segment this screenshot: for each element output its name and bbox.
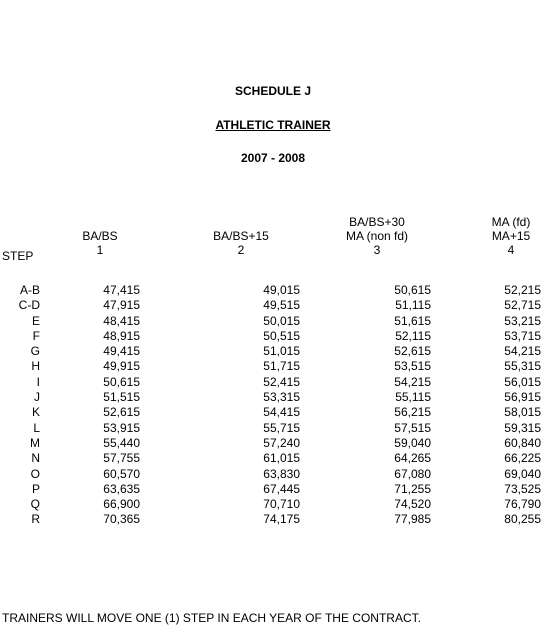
step-cell: I (36, 374, 40, 389)
table-row (0, 467, 546, 482)
table-row (0, 314, 546, 329)
column-1-header (60, 215, 140, 257)
salary-cell: 55,715 (263, 420, 300, 435)
table-row (0, 298, 546, 313)
salary-cell: 51,715 (263, 359, 300, 374)
salary-cell: 70,365 (103, 512, 140, 527)
column-4-header-line1: MA (fd) (491, 215, 531, 229)
salary-cell: 73,525 (504, 481, 541, 496)
table-row (0, 359, 546, 374)
salary-cell: 54,415 (263, 405, 300, 420)
salary-cell: 54,215 (394, 374, 431, 389)
table-row (0, 375, 546, 390)
step-cell: Q (30, 497, 40, 512)
salary-cell: 76,790 (504, 497, 541, 512)
column-3-header-line1: BA/BS+30 (349, 215, 405, 229)
schedule-heading: SCHEDULE J (234, 84, 311, 98)
step-cell: C-D (18, 298, 40, 313)
school-year: 2007 - 2008 (240, 151, 306, 165)
step-cell: R (31, 512, 40, 527)
table-row (0, 421, 546, 436)
salary-cell: 56,215 (394, 405, 431, 420)
step-cell: H (31, 359, 40, 374)
column-2-header-number: 2 (237, 243, 245, 257)
column-1-header-line2: BA/BS (82, 229, 118, 243)
salary-cell: 47,915 (103, 298, 140, 313)
salary-cell: 57,240 (263, 435, 300, 450)
step-cell: E (31, 313, 40, 328)
column-2-header-line2: BA/BS+15 (213, 229, 269, 243)
step-cell: K (31, 405, 40, 420)
table-row (0, 482, 546, 497)
column-3-header-number: 3 (373, 243, 381, 257)
salary-cell: 53,915 (103, 420, 140, 435)
table-row (0, 405, 546, 420)
step-cell: O (30, 466, 40, 481)
salary-cell: 64,265 (394, 451, 431, 466)
salary-cell: 49,915 (103, 359, 140, 374)
salary-cell: 50,615 (103, 374, 140, 389)
salary-cell: 80,255 (504, 512, 541, 527)
salary-cell: 67,080 (394, 466, 431, 481)
salary-cell: 49,515 (263, 298, 300, 313)
column-2-header (196, 215, 286, 257)
table-row (0, 329, 546, 344)
salary-cell: 71,255 (394, 481, 431, 496)
salary-cell: 59,040 (394, 435, 431, 450)
salary-cell: 63,830 (263, 466, 300, 481)
salary-cell: 67,445 (263, 481, 300, 496)
salary-cell: 77,985 (394, 512, 431, 527)
step-cell: G (30, 344, 40, 359)
salary-cell: 57,755 (103, 451, 140, 466)
salary-cell: 51,515 (103, 390, 140, 405)
table-row (0, 451, 546, 466)
table-row (0, 512, 546, 527)
salary-cell: 56,915 (504, 390, 541, 405)
salary-cell: 74,520 (394, 497, 431, 512)
step-cell: F (32, 328, 40, 343)
salary-cell: 55,440 (103, 435, 140, 450)
table-row (0, 344, 546, 359)
salary-cell: 55,315 (504, 359, 541, 374)
salary-cell: 48,415 (103, 313, 140, 328)
step-cell: N (31, 451, 40, 466)
step-column-header: STEP (2, 249, 34, 263)
step-cell: A-B (19, 283, 40, 297)
column-3-header (322, 215, 432, 257)
table-row (0, 283, 546, 298)
salary-cell: 49,415 (103, 344, 140, 359)
column-2-header-line1 (196, 215, 286, 229)
salary-cell: 54,215 (504, 344, 541, 359)
salary-cell: 52,115 (395, 328, 431, 343)
salary-cell: 49,015 (263, 283, 300, 297)
table-row (0, 390, 546, 405)
salary-cell: 53,215 (504, 313, 541, 328)
step-cell: M (30, 435, 40, 450)
step-cell: P (31, 481, 40, 496)
table-row (0, 497, 546, 512)
salary-cell: 66,900 (103, 497, 140, 512)
salary-cell: 47,415 (103, 283, 140, 297)
salary-cell: 66,225 (504, 451, 541, 466)
salary-cell: 50,615 (394, 283, 431, 297)
salary-cell: 50,015 (263, 313, 300, 328)
column-1-header-line1 (60, 215, 140, 229)
salary-cell: 53,315 (263, 390, 300, 405)
salary-cell: 51,115 (395, 298, 431, 313)
salary-cell: 60,840 (504, 435, 541, 450)
salary-cell: 52,615 (103, 405, 140, 420)
salary-cell: 56,015 (504, 374, 541, 389)
salary-cell: 53,715 (504, 328, 541, 343)
salary-cell: 52,215 (504, 283, 541, 297)
column-4-header (461, 215, 546, 257)
footnote: TRAINERS WILL MOVE ONE (1) STEP IN EACH YEAR OF THE CONTRACT. (2, 611, 421, 625)
salary-cell: 59,315 (504, 420, 541, 435)
salary-table-body (0, 283, 546, 528)
salary-cell: 55,115 (395, 390, 431, 405)
salary-cell: 52,715 (504, 298, 541, 313)
step-cell: J (34, 390, 40, 405)
salary-cell: 53,515 (394, 359, 431, 374)
salary-cell: 51,615 (394, 313, 431, 328)
column-4-header-number: 4 (507, 243, 515, 257)
salary-cell: 61,015 (263, 451, 300, 466)
salary-cell: 60,570 (103, 466, 140, 481)
column-3-header-line2: MA (non fd) (345, 229, 409, 243)
salary-cell: 70,710 (263, 497, 300, 512)
salary-cell: 58,015 (504, 405, 541, 420)
salary-cell: 57,515 (394, 420, 431, 435)
salary-cell: 52,615 (394, 344, 431, 359)
column-1-header-number: 1 (96, 243, 104, 257)
salary-cell: 63,635 (103, 481, 140, 496)
table-row (0, 436, 546, 451)
column-4-header-line2: MA+15 (491, 229, 531, 243)
salary-cell: 52,415 (263, 374, 300, 389)
salary-cell: 74,175 (263, 512, 300, 527)
salary-cell: 50,515 (263, 328, 300, 343)
step-cell: L (33, 420, 40, 435)
salary-cell: 69,040 (504, 466, 541, 481)
salary-cell: 48,915 (103, 328, 140, 343)
salary-cell: 51,015 (263, 344, 300, 359)
position-title: ATHLETIC TRAINER (215, 118, 331, 132)
